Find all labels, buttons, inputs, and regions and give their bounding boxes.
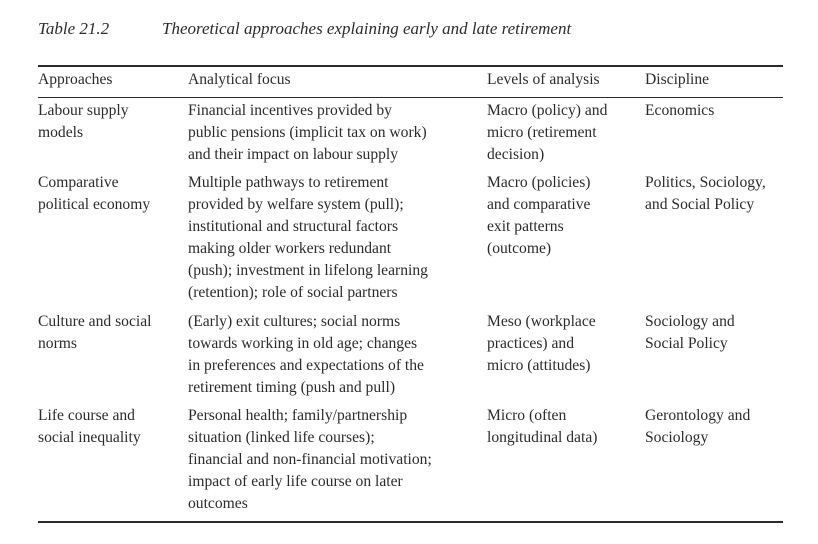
approach-cell: Life course and social inequality xyxy=(38,407,141,446)
bottom-rule xyxy=(38,521,783,523)
approach-cell: Labour supply models xyxy=(38,102,129,141)
table-title: Theoretical approaches explaining early and late retirement xyxy=(162,19,572,38)
header-levels-of-analysis: Levels of analysis xyxy=(487,71,600,88)
focus-cell: Financial incentives provided by public pensions (implicit tax on work) and their impact on labour supply xyxy=(188,102,427,163)
approach-cell: Culture and social norms xyxy=(38,313,152,352)
levels-cell: Macro (policy) and micro (retirement decision) xyxy=(487,102,608,163)
header-analytical-focus: Analytical focus xyxy=(188,71,291,88)
top-rule xyxy=(38,65,783,67)
focus-cell: Personal health; family/partnership situation (linked life courses); financial and non-financial motivation; impact of early life course on later outcomes xyxy=(188,407,432,512)
header-rule xyxy=(38,97,783,98)
levels-cell: Meso (workplace practices) and micro (attitudes) xyxy=(487,313,596,374)
discipline-cell: Sociology and Social Policy xyxy=(645,313,735,352)
table-number: Table 21.2 xyxy=(38,19,110,38)
discipline-cell: Gerontology and Sociology xyxy=(645,407,751,446)
discipline-cell: Economics xyxy=(645,102,715,119)
discipline-cell: Politics, Sociology, and Social Policy xyxy=(645,174,766,213)
table-caption xyxy=(38,19,571,39)
header-approaches: Approaches xyxy=(38,71,113,88)
focus-cell: Multiple pathways to retirement provided by welfare system (pull); institutional and structural factors making older workers redundant (push); investment in lifelong learning (retention); role of social partners xyxy=(188,174,428,301)
levels-cell: Macro (policies) and comparative exit patterns (outcome) xyxy=(487,174,591,257)
header-discipline: Discipline xyxy=(645,71,710,88)
levels-cell: Micro (often longitudinal data) xyxy=(487,407,598,446)
approach-cell: Comparative political economy xyxy=(38,174,151,213)
focus-cell: (Early) exit cultures; social norms towards working in old age; changes in preferences and expectations of the retirement timing (push and pull) xyxy=(188,313,424,396)
